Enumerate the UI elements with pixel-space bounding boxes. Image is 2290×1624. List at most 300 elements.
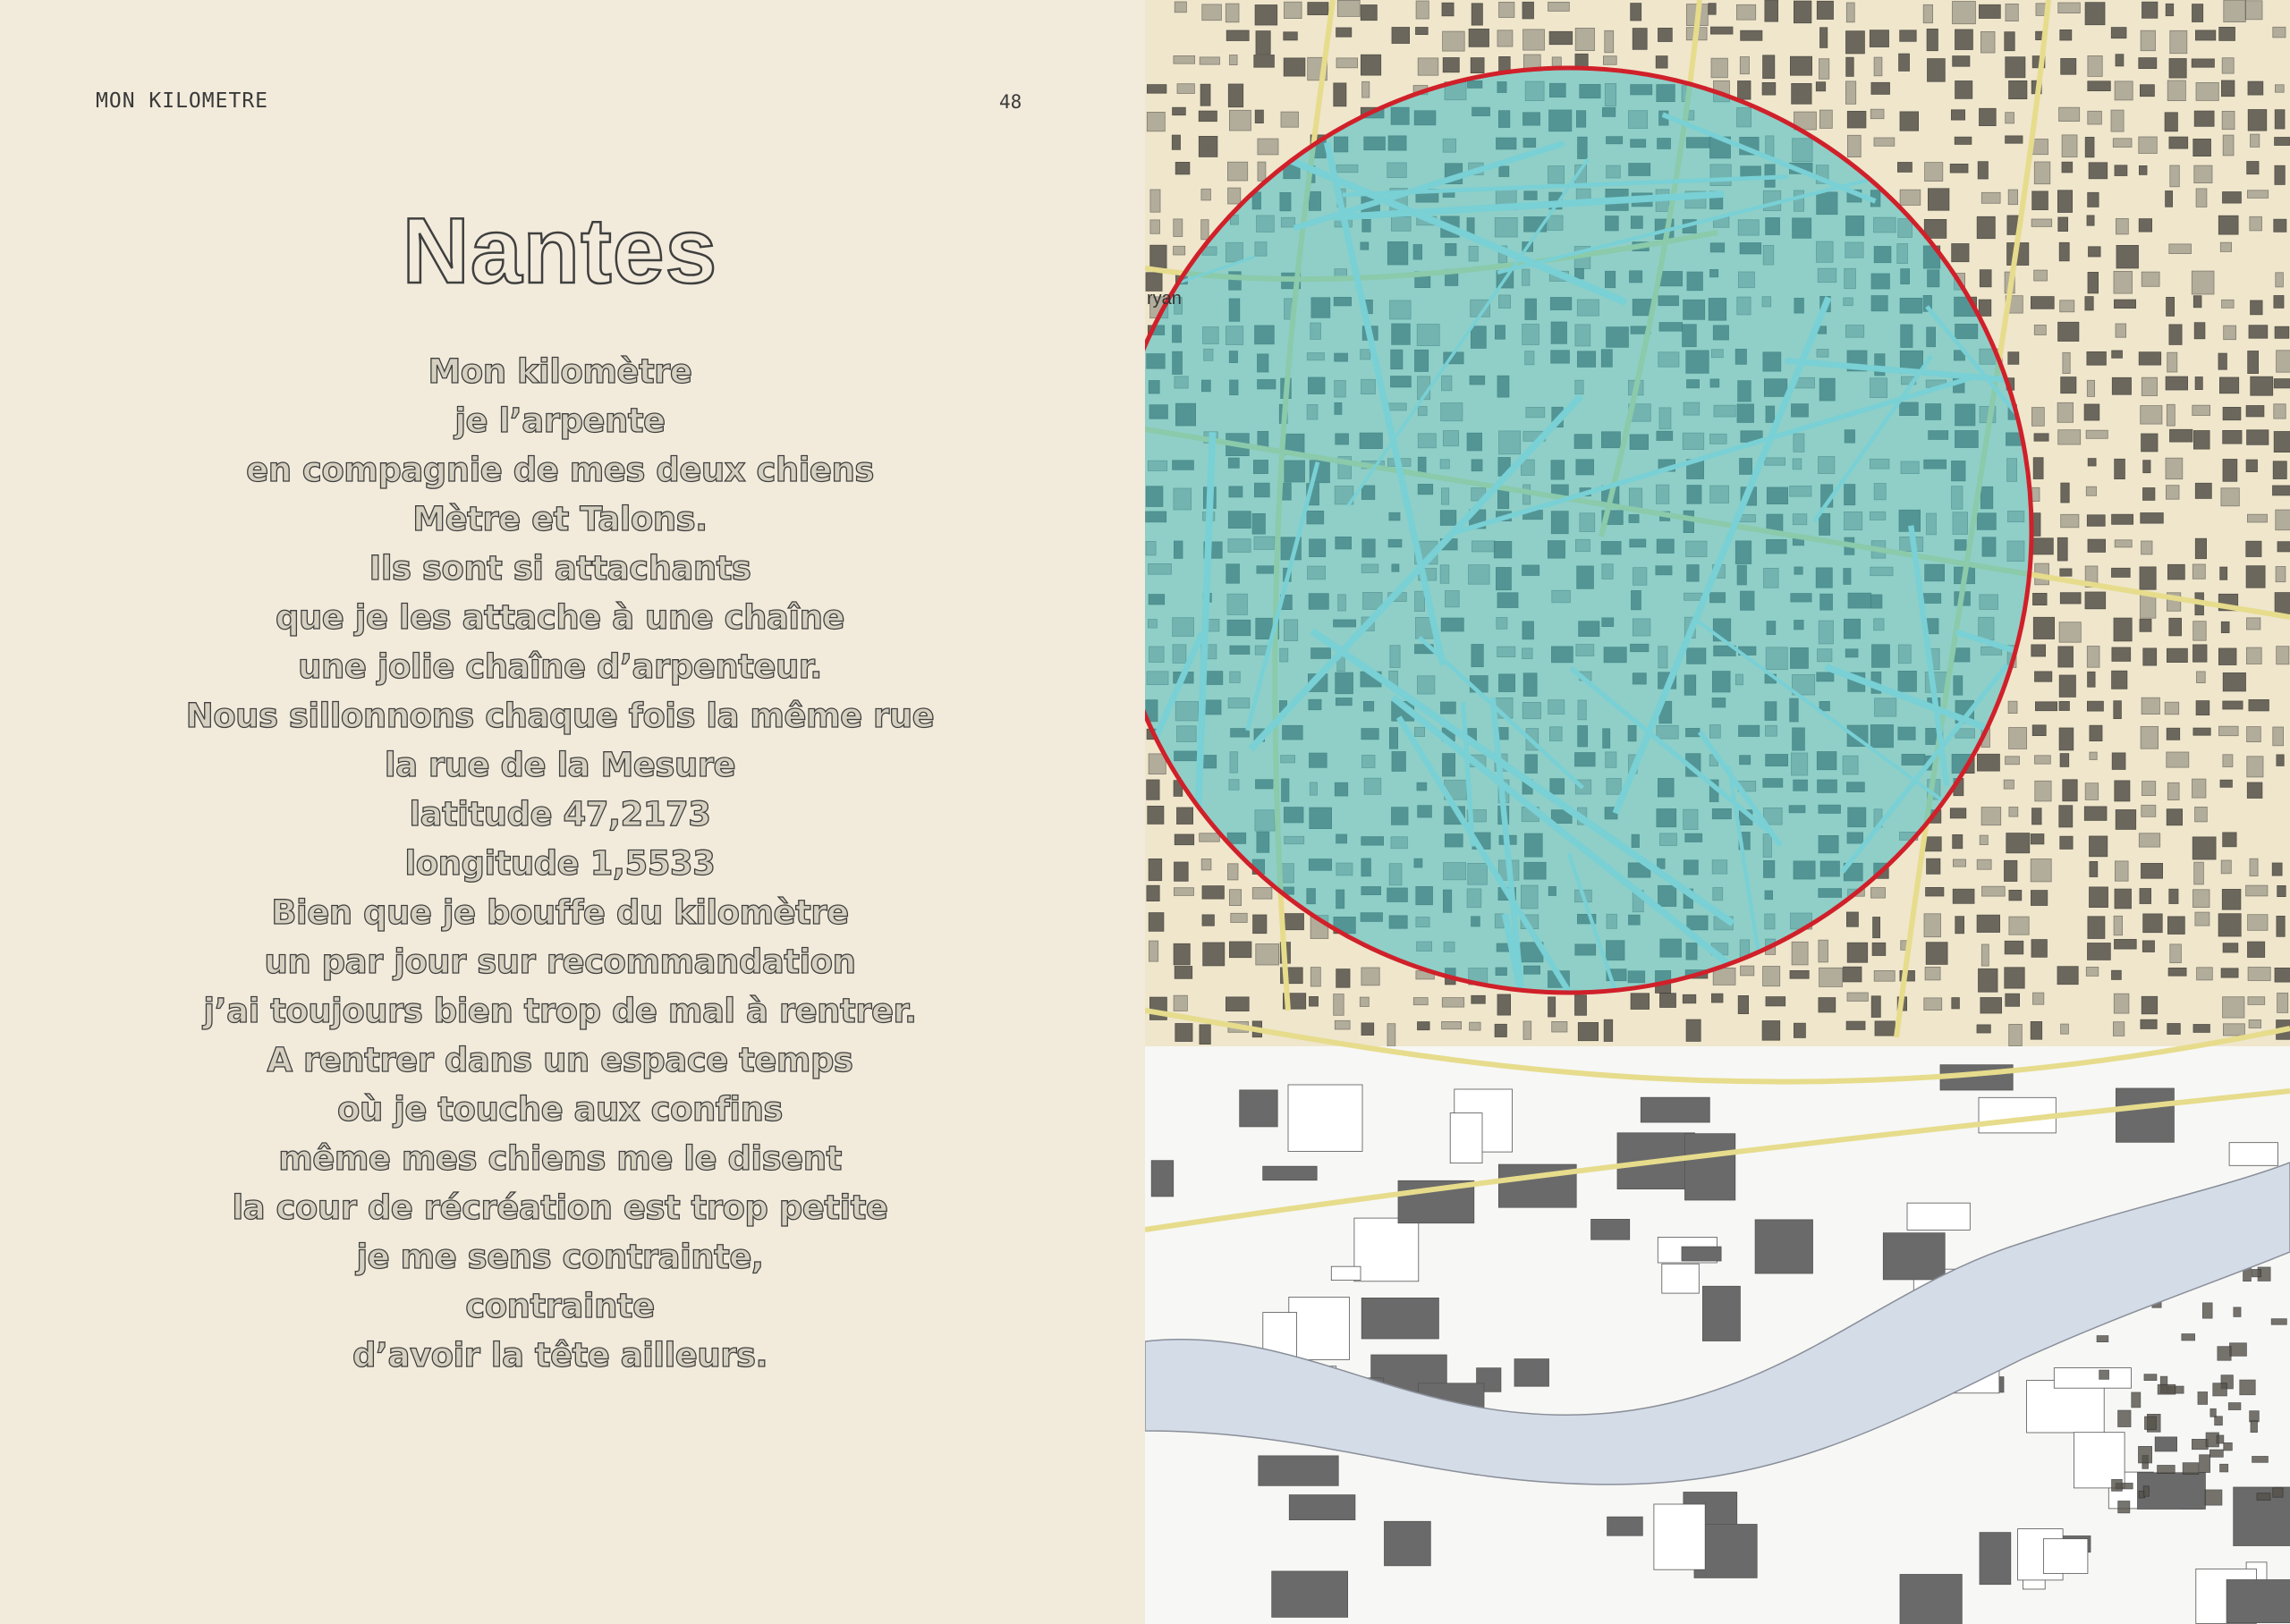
poem-line: d’avoir la tête ailleurs. bbox=[352, 1336, 768, 1374]
map-building bbox=[2032, 725, 2046, 736]
map-building bbox=[2248, 81, 2263, 95]
map-building bbox=[1682, 1247, 1721, 1261]
map-building bbox=[1953, 889, 1974, 903]
map-building bbox=[2276, 273, 2284, 287]
map-building bbox=[2228, 1403, 2241, 1410]
map-building bbox=[1740, 57, 1749, 74]
map-building bbox=[2112, 514, 2133, 524]
map-building bbox=[2141, 596, 2156, 619]
map-building bbox=[1285, 2, 1302, 18]
map-building bbox=[1548, 2, 1570, 11]
map-building bbox=[2139, 219, 2151, 233]
map-building bbox=[1925, 163, 1943, 182]
map-building bbox=[2140, 567, 2156, 589]
map-building bbox=[1897, 163, 1912, 173]
map-building bbox=[2170, 165, 2180, 187]
map-building bbox=[2116, 245, 2139, 268]
map-building bbox=[1709, 4, 1716, 15]
map-building bbox=[2008, 190, 2017, 205]
map-building bbox=[1149, 941, 1158, 961]
map-building bbox=[2192, 405, 2210, 415]
map-building bbox=[2088, 111, 2102, 124]
map-building bbox=[2251, 134, 2260, 147]
map-building bbox=[1523, 30, 1545, 50]
map-building bbox=[1229, 110, 1251, 131]
poem-line: Mon kilomètre bbox=[428, 352, 692, 391]
map-building bbox=[2167, 80, 2185, 101]
map-building bbox=[2090, 836, 2108, 857]
map-building bbox=[2247, 514, 2267, 522]
poem-line: contrainte bbox=[465, 1287, 655, 1325]
map-building bbox=[2061, 514, 2079, 528]
map-building bbox=[1174, 55, 1195, 63]
map-building bbox=[2035, 702, 2057, 711]
map-building bbox=[2084, 807, 2107, 821]
map-building bbox=[1413, 998, 1428, 1005]
map-building bbox=[2245, 1, 2262, 20]
map-building bbox=[2166, 376, 2188, 390]
map-building bbox=[1284, 32, 1298, 40]
map-building bbox=[2059, 728, 2074, 750]
map-building bbox=[2089, 247, 2101, 257]
map-building bbox=[1148, 806, 1164, 824]
map-building bbox=[1685, 1134, 1735, 1200]
map-building bbox=[1578, 1022, 1598, 1040]
map-building bbox=[2247, 162, 2259, 174]
map-building bbox=[2194, 862, 2204, 884]
map-building bbox=[2182, 1334, 2195, 1341]
map-building bbox=[2142, 434, 2158, 452]
map-building bbox=[2195, 377, 2202, 390]
map-building bbox=[2193, 139, 2211, 156]
map-building bbox=[1497, 994, 1511, 1015]
map-building bbox=[2009, 80, 2027, 98]
map-building bbox=[2115, 861, 2128, 881]
map-building bbox=[1175, 1024, 1192, 1042]
map-building bbox=[2006, 136, 2023, 143]
map-building bbox=[2009, 808, 2018, 817]
map-building bbox=[2192, 564, 2205, 579]
map-building bbox=[1844, 967, 1862, 982]
map-building bbox=[1980, 998, 2002, 1014]
map-building bbox=[1927, 859, 1940, 874]
map-building bbox=[1763, 55, 1775, 79]
map-building bbox=[1981, 944, 1989, 966]
map-building bbox=[2112, 568, 2131, 577]
map-building bbox=[1202, 4, 1222, 21]
map-building bbox=[1255, 5, 1277, 26]
map-building bbox=[2155, 1437, 2176, 1451]
map-building bbox=[2059, 622, 2081, 643]
map-building bbox=[2005, 968, 2024, 988]
map-building bbox=[1928, 59, 1946, 82]
map-building bbox=[1794, 1023, 1805, 1037]
map-building bbox=[1361, 968, 1379, 985]
map-building bbox=[2139, 165, 2147, 174]
map-building bbox=[2250, 216, 2262, 231]
map-building bbox=[2248, 351, 2259, 374]
map-building bbox=[1977, 216, 1995, 238]
map-building bbox=[2274, 296, 2284, 309]
map-building bbox=[2112, 377, 2131, 394]
map-building bbox=[2169, 889, 2178, 903]
map-building bbox=[1924, 998, 1942, 1011]
map-building bbox=[1470, 1022, 1481, 1030]
map-building bbox=[2062, 135, 2077, 157]
map-building bbox=[2275, 326, 2289, 338]
map-building bbox=[1175, 162, 1190, 174]
map-building bbox=[1792, 942, 1808, 965]
map-page bbox=[1145, 0, 2290, 1624]
map-building bbox=[2218, 914, 2241, 936]
map-building bbox=[1472, 4, 1482, 25]
map-building bbox=[1955, 81, 1972, 99]
map-building bbox=[2195, 30, 2215, 40]
map-building bbox=[2276, 567, 2286, 582]
map-building bbox=[1955, 137, 1972, 144]
map-building bbox=[2252, 1457, 2269, 1463]
map-building bbox=[2118, 1501, 2130, 1513]
map-building bbox=[1977, 915, 2000, 932]
map-building bbox=[2033, 593, 2048, 605]
map-building bbox=[2167, 809, 2182, 825]
map-building bbox=[2118, 1410, 2131, 1426]
map-building bbox=[2273, 461, 2286, 479]
map-building bbox=[2059, 107, 2080, 121]
map-building bbox=[2142, 996, 2158, 1014]
map-building bbox=[1199, 111, 1217, 122]
map-building bbox=[2218, 648, 2236, 665]
map-building bbox=[1149, 859, 1162, 880]
map-building bbox=[2224, 1442, 2233, 1451]
map-building bbox=[2192, 271, 2214, 294]
map-building bbox=[2139, 833, 2159, 847]
map-building bbox=[1605, 30, 1614, 53]
map-building bbox=[2058, 647, 2074, 667]
map-building bbox=[2034, 434, 2048, 441]
map-building bbox=[1871, 996, 1880, 1018]
map-building bbox=[1203, 943, 1225, 966]
map-building bbox=[1281, 112, 1299, 127]
map-building bbox=[1603, 56, 1616, 65]
map-building bbox=[2249, 699, 2269, 711]
map-building bbox=[1979, 300, 1991, 316]
map-building bbox=[2194, 323, 2205, 339]
map-building bbox=[2111, 110, 2124, 131]
map-building bbox=[2273, 486, 2290, 495]
map-building bbox=[1200, 84, 1210, 106]
map-building bbox=[2031, 1021, 2042, 1039]
map-building bbox=[1150, 190, 1160, 212]
map-building bbox=[1924, 914, 1941, 937]
map-building bbox=[2257, 1493, 2270, 1501]
map-building bbox=[2087, 701, 2103, 711]
map-building bbox=[1900, 112, 1919, 131]
map-building bbox=[2116, 55, 2124, 66]
map-building bbox=[1765, 0, 1778, 21]
map-building bbox=[1711, 994, 1723, 1002]
map-building bbox=[2006, 4, 2018, 21]
map-building bbox=[1900, 190, 1921, 205]
map-building bbox=[1763, 967, 1780, 986]
map-building bbox=[2112, 970, 2122, 979]
map-building bbox=[2193, 728, 2210, 735]
map-building bbox=[2088, 272, 2099, 293]
map-building bbox=[1847, 111, 1866, 128]
map-building bbox=[2114, 271, 2133, 293]
map-building bbox=[1871, 82, 1890, 94]
map-building bbox=[1847, 135, 1861, 156]
map-building bbox=[2035, 781, 2051, 801]
map-building bbox=[2061, 1024, 2069, 1034]
map-building bbox=[1790, 970, 1809, 978]
poem-line: un par jour sur recommandation bbox=[264, 943, 856, 981]
map-building bbox=[2009, 1024, 2023, 1045]
map-building bbox=[1226, 30, 1249, 41]
map-building bbox=[2248, 968, 2270, 981]
map-building bbox=[2273, 27, 2286, 38]
map-building bbox=[2210, 1408, 2216, 1417]
map-building bbox=[1926, 887, 1944, 896]
map-building bbox=[2087, 647, 2099, 668]
map-building bbox=[2006, 57, 2025, 78]
map-building bbox=[1741, 30, 1762, 40]
map-building bbox=[2213, 1383, 2227, 1396]
poem-line: longitude 1,5533 bbox=[404, 844, 716, 883]
map-building bbox=[2222, 300, 2235, 308]
map-building bbox=[1846, 31, 1865, 54]
poem-line: A rentrer dans un espace temps bbox=[267, 1041, 853, 1079]
map-building bbox=[2167, 917, 2184, 935]
map-building bbox=[1201, 859, 1211, 870]
map-building bbox=[2277, 647, 2289, 664]
poem-line: en compagnie de mes deux chiens bbox=[246, 451, 874, 489]
map-building bbox=[1416, 28, 1429, 35]
map-building bbox=[2221, 622, 2229, 632]
map-building bbox=[2115, 939, 2137, 949]
map-building bbox=[1200, 57, 1219, 64]
map-building bbox=[1416, 1, 1429, 19]
map-building bbox=[2140, 889, 2151, 904]
map-building bbox=[2008, 352, 2019, 365]
map-building bbox=[2088, 192, 2099, 207]
map-building bbox=[2200, 1455, 2210, 1473]
map-building bbox=[2198, 1392, 2208, 1405]
map-building bbox=[2088, 55, 2102, 76]
map-building bbox=[2167, 564, 2184, 579]
map-building bbox=[2099, 1370, 2109, 1379]
map-building bbox=[1955, 30, 1973, 50]
map-building bbox=[2165, 113, 2177, 131]
map-building bbox=[2088, 943, 2111, 960]
map-building bbox=[2062, 162, 2073, 173]
map-building bbox=[1591, 1219, 1630, 1239]
map-building bbox=[2057, 537, 2067, 561]
map-building bbox=[1174, 995, 1187, 1011]
map-building bbox=[1228, 84, 1243, 107]
map-building bbox=[2277, 351, 2290, 372]
map-building bbox=[2031, 297, 2054, 309]
map-building bbox=[1899, 54, 1910, 71]
map-building bbox=[1230, 55, 1238, 65]
map-street-label: ryan bbox=[1147, 289, 1182, 309]
map-building bbox=[2246, 566, 2265, 588]
map-building bbox=[1284, 58, 1305, 76]
map-building bbox=[1469, 29, 1488, 47]
map-building bbox=[2059, 701, 2069, 710]
map-building bbox=[1874, 57, 1882, 76]
map-building bbox=[2224, 0, 2246, 21]
map-building bbox=[2115, 459, 2125, 478]
map-building bbox=[1335, 1020, 1350, 1029]
map-building bbox=[2251, 376, 2273, 395]
map-building bbox=[2005, 860, 2017, 881]
map-building bbox=[1289, 1297, 1350, 1359]
map-building bbox=[2086, 430, 2108, 438]
map-building bbox=[1846, 3, 1854, 22]
map-building bbox=[1522, 2, 1534, 19]
map-building bbox=[2274, 219, 2286, 232]
map-building bbox=[2115, 165, 2127, 176]
map-building bbox=[1361, 5, 1377, 21]
page-number: 48 bbox=[999, 91, 1022, 113]
map-building bbox=[2143, 648, 2157, 665]
map-building bbox=[2218, 1347, 2231, 1361]
map-building bbox=[1978, 162, 1988, 179]
map-building bbox=[1256, 944, 1279, 966]
map-building bbox=[2247, 782, 2262, 799]
map-building bbox=[2166, 486, 2179, 500]
map-building bbox=[2274, 432, 2290, 453]
map-building bbox=[2215, 1417, 2223, 1425]
map-building bbox=[1928, 189, 1949, 210]
map-building bbox=[2116, 324, 2126, 337]
map-building bbox=[2226, 1580, 2290, 1623]
map-building bbox=[2247, 430, 2269, 445]
map-building bbox=[1385, 1521, 1431, 1566]
map-building bbox=[1392, 28, 1410, 44]
map-building bbox=[2246, 541, 2261, 556]
map-building bbox=[1258, 139, 1278, 155]
map-building bbox=[2202, 1303, 2212, 1318]
map-building bbox=[2032, 538, 2053, 554]
map-building bbox=[1177, 808, 1193, 825]
map-building bbox=[1418, 58, 1438, 75]
map-building bbox=[2116, 810, 2136, 830]
map-building bbox=[2142, 805, 2156, 816]
map-building bbox=[1334, 83, 1346, 106]
map-building bbox=[1953, 859, 1965, 867]
map-building bbox=[1790, 56, 1811, 75]
map-building bbox=[1736, 4, 1755, 20]
map-building bbox=[2144, 1374, 2157, 1381]
city-map bbox=[1145, 0, 2290, 1624]
map-building bbox=[2060, 754, 2069, 767]
map-building bbox=[1471, 58, 1484, 73]
map-building bbox=[1228, 188, 1241, 204]
map-building bbox=[1252, 888, 1272, 900]
map-building bbox=[2088, 539, 2106, 552]
map-building bbox=[2220, 242, 2231, 251]
map-building bbox=[1819, 59, 1829, 80]
map-building bbox=[2035, 756, 2051, 764]
map-building bbox=[2032, 191, 2048, 210]
map-building bbox=[2218, 353, 2226, 369]
map-building bbox=[2223, 430, 2242, 444]
map-building bbox=[1331, 1266, 1361, 1280]
map-building bbox=[2090, 887, 2108, 908]
map-building bbox=[1981, 192, 2000, 203]
map-building bbox=[2088, 459, 2096, 466]
map-building bbox=[2142, 2, 2158, 18]
map-building bbox=[1272, 1571, 1348, 1617]
map-building bbox=[1442, 998, 1463, 1008]
map-building bbox=[1442, 3, 1454, 16]
map-building bbox=[2247, 618, 2260, 630]
map-building bbox=[2058, 322, 2079, 341]
map-building bbox=[1870, 109, 1884, 119]
poem-line: latitude 47,2173 bbox=[409, 795, 711, 833]
map-building bbox=[2058, 3, 2081, 13]
map-building bbox=[1654, 1504, 1705, 1569]
poem bbox=[0, 347, 1120, 1380]
map-building bbox=[1174, 888, 1193, 896]
map-building bbox=[2139, 1446, 2152, 1463]
map-building bbox=[1874, 138, 1895, 146]
map-building bbox=[1548, 997, 1556, 1017]
map-building bbox=[2143, 914, 2163, 933]
map-building bbox=[1147, 885, 1159, 901]
map-building bbox=[2169, 244, 2192, 254]
map-building bbox=[1686, 1019, 1701, 1041]
map-building bbox=[2057, 402, 2074, 422]
map-building bbox=[2223, 755, 2233, 767]
map-building bbox=[1472, 995, 1486, 1003]
map-building bbox=[1872, 943, 1886, 955]
map-building bbox=[1308, 3, 1328, 15]
map-building bbox=[1980, 108, 1997, 125]
map-building bbox=[2115, 81, 2133, 100]
map-building bbox=[2143, 488, 2155, 501]
map-building bbox=[2223, 997, 2244, 1018]
map-building bbox=[2139, 137, 2158, 154]
map-building bbox=[2277, 542, 2290, 552]
map-building bbox=[2167, 404, 2175, 426]
map-building bbox=[2061, 483, 2069, 503]
map-building bbox=[1953, 56, 1970, 67]
map-building bbox=[2219, 726, 2239, 736]
map-building bbox=[1923, 4, 1932, 22]
map-building bbox=[2223, 407, 2241, 419]
map-building bbox=[1846, 1021, 1865, 1029]
map-building bbox=[2219, 27, 2235, 40]
map-building bbox=[1549, 31, 1573, 44]
map-building bbox=[2084, 404, 2099, 420]
map-building bbox=[2088, 81, 2111, 91]
map-building bbox=[1231, 913, 1247, 922]
map-building bbox=[2031, 645, 2046, 656]
map-building bbox=[2086, 967, 2099, 976]
map-building bbox=[1361, 1023, 1374, 1036]
map-building bbox=[2165, 702, 2179, 715]
map-building bbox=[2115, 781, 2130, 801]
map-building bbox=[1792, 83, 1811, 104]
map-building bbox=[1150, 220, 1160, 233]
map-building bbox=[2035, 672, 2052, 681]
map-building bbox=[2220, 1464, 2228, 1472]
map-building bbox=[2090, 725, 2102, 740]
map-building bbox=[2229, 1143, 2277, 1166]
